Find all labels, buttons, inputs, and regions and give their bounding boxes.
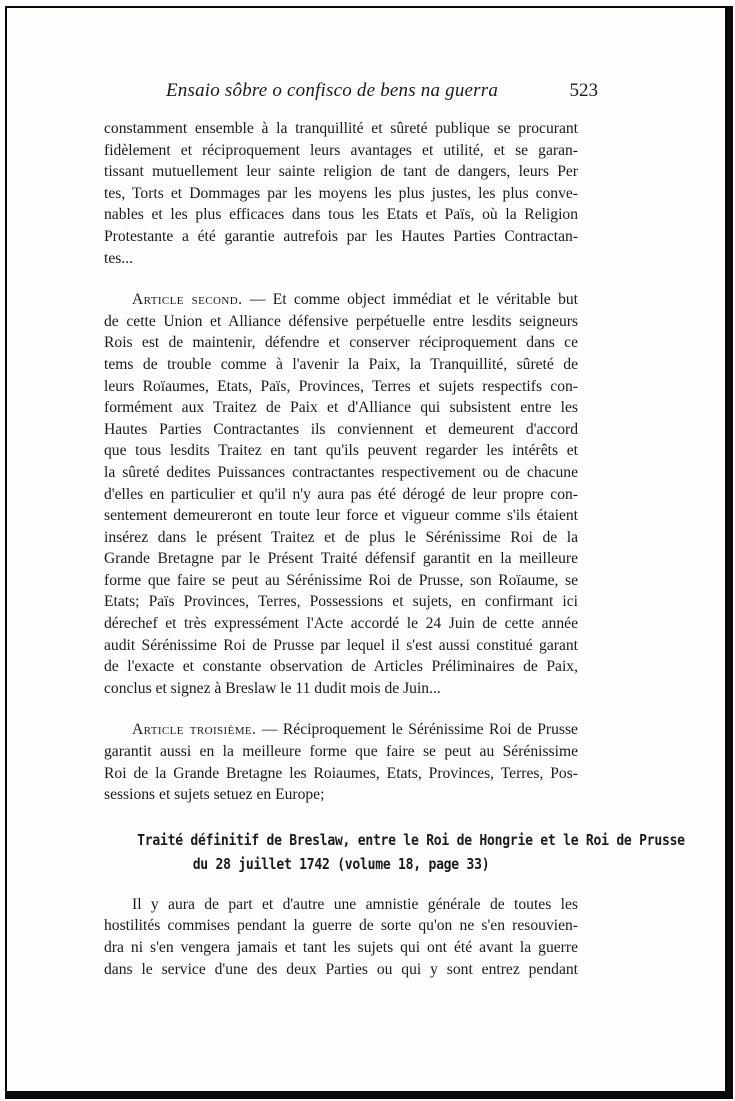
paragraph-continuation — [104, 118, 578, 269]
text-line: dérechef et très expressément l'Acte accordé le 24 Juin de cette année — [104, 615, 578, 633]
text-line: Protestante a été garantie autrefois par les Hautes Parties Contractan- — [104, 227, 578, 245]
text-line — [104, 289, 578, 311]
article-label: Article second. — [132, 291, 243, 309]
text-line: audit Sérénissime Roi de Prusse par lequel il s'est aussi constitué garant — [104, 636, 578, 654]
text-fragment: — Et comme object immédiat et le véritable but — [242, 291, 578, 309]
text-line: que tous lesdits Traitez en tant qu'ils peuvent regarder les intérêts et — [104, 442, 578, 460]
text-line — [104, 719, 578, 741]
text-line: la sûreté dedites Puissances contractantes respectivement ou de chacune — [104, 463, 578, 481]
section-heading — [137, 828, 685, 876]
text-line: fidèlement et réciproquement leurs avantages et utilité, et se garan- — [104, 141, 578, 159]
body-text — [104, 118, 685, 980]
text-line: de cette Union et Alliance défensive perpétuelle entre lesdits seigneurs — [104, 312, 578, 330]
text-line: sentement demeureront en toute leur force et vigueur comme s'ils étaient — [104, 507, 578, 525]
text-line: garantit aussi en la meilleure forme que faire se peut au Sérénissime — [104, 743, 578, 761]
text-line: Etats; Païs Provinces, Terres, Possessions et sujets, en confirmant ici — [104, 593, 578, 611]
text-line: constamment ensemble à la tranquillité et sûreté publique se procurant — [104, 120, 578, 137]
section-heading-line: Traité définitif de Breslaw, entre le Roi de Hongrie et le Roi de Prusse — [137, 830, 685, 849]
text-line: tissant mutuellement leur sainte religion de tant de dangers, leurs Per — [104, 163, 578, 181]
text-line: forme que faire se peut au Sérénissime Roi de Prusse, son Roïaume, se — [104, 571, 578, 589]
text-line: insérez dans le présent Traitez et de plus le Sérénissime Roi de la — [104, 528, 578, 546]
section-heading-line: du 28 juillet 1742 (volume 18, page 33) — [192, 854, 490, 873]
article-label: Article troisième. — [132, 721, 257, 739]
text-line: Il y aura de part et d'autre une amnistie générale de toutes les — [132, 895, 578, 913]
text-line: de l'exacte et constante observation de Articles Préliminaires de Paix, — [104, 658, 578, 676]
paragraph-article-second — [104, 289, 578, 699]
text-line: Grande Bretagne par le Présent Traité défensif garantit en la meilleure — [104, 550, 578, 568]
text-line: dra ni s'en vengera jamais et tant les sujets qui ont été avant la guerre — [104, 939, 578, 956]
running-header — [166, 80, 598, 110]
page-number: 523 — [569, 80, 598, 101]
text-line: tes... — [104, 249, 134, 267]
text-line: conclus et signez à Breslaw le 11 dudit mois de Juin... — [104, 679, 441, 697]
text-line: hostilités commises pendant la guerre de sorte qu'on ne s'en resouvien- — [104, 917, 578, 935]
running-title: Ensaio sôbre o confisco de bens na guerra — [166, 80, 499, 101]
text-fragment: — Réciproquement le Sérénissime Roi de Prusse — [256, 721, 578, 739]
text-line: Roi de la Grande Bretagne les Roiaumes, Etats, Provinces, Terres, Pos- — [104, 764, 578, 782]
text-line: Hautes Parties Contractantes ils conviennent et demeurent d'accord — [104, 420, 578, 438]
text-line: leurs Roïaumes, Etats, Païs, Provinces, Terres et sujets respectifs con- — [104, 377, 578, 395]
text-line: sessions et sujets setuez en Europe; — [104, 786, 325, 804]
paragraph-final — [104, 894, 578, 980]
paragraph-article-troisieme — [104, 719, 578, 805]
text-line: formément aux Traitez de Paix et d'Alliance qui subsistent entre les — [104, 399, 578, 417]
text-line: nables et les plus efficaces dans tous les Etats et Païs, où la Religion — [104, 206, 578, 224]
text-line: d'elles en particulier et qu'il n'y aura pas été dérogé de leur propre con- — [104, 485, 578, 503]
text-line: dans le service d'une des deux Parties ou qui y sont entrez pendant — [104, 960, 578, 978]
text-line: tes, Torts et Dommages par les moyens les plus justes, les plus conve- — [104, 184, 578, 202]
text-line: tems de trouble comme à l'avenir la Paix, la Tranquillité, sûreté de — [104, 355, 578, 373]
text-line: Rois est de maintenir, défendre et conserver réciproquement dans ce — [104, 334, 578, 352]
